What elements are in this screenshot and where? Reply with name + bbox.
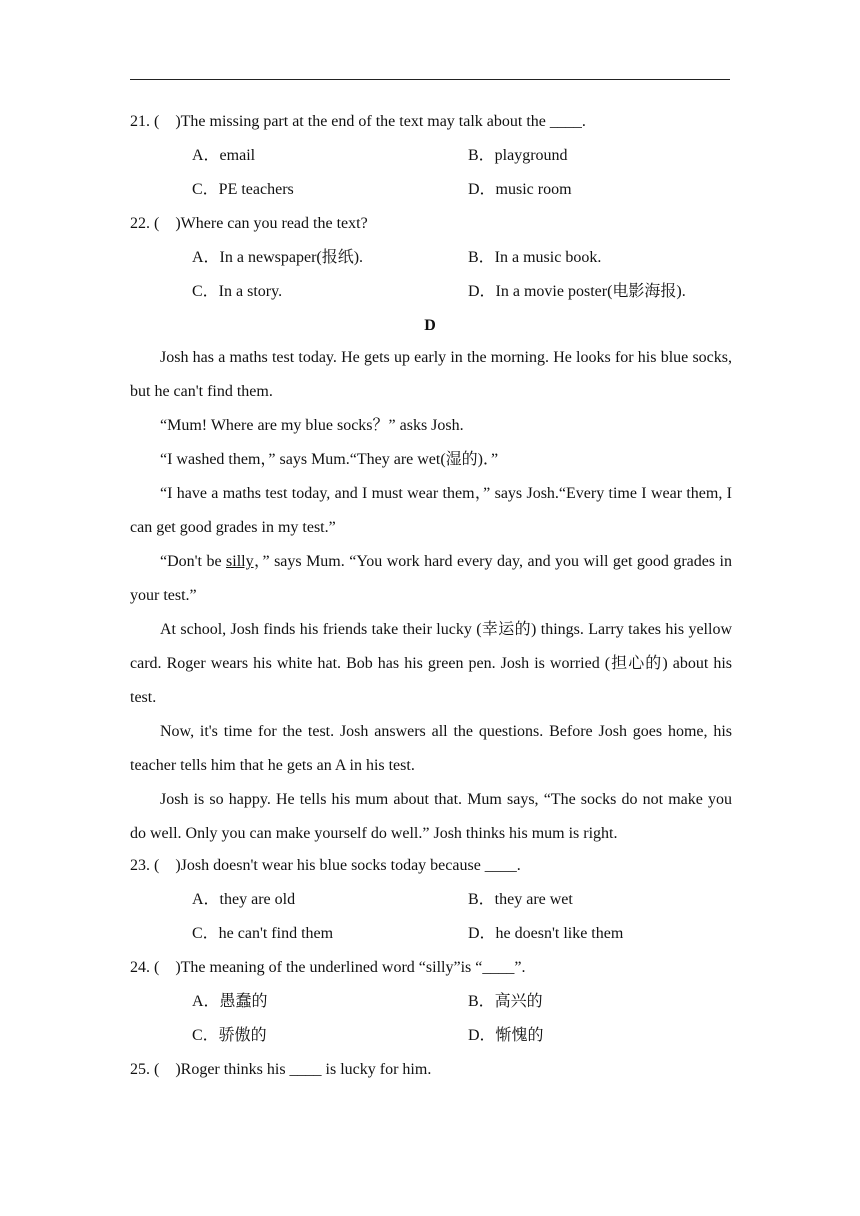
option-24-b: B．高兴的 <box>468 993 543 1010</box>
question-25: 25. ( )Roger thinks his ____ is lucky for him. <box>130 1061 432 1078</box>
option-23-c: C．he can't find them <box>192 925 334 942</box>
option-21-b: B．playground <box>468 147 568 164</box>
question-21: 21. ( )The missing part at the end of the text may talk about the ____. <box>130 113 586 130</box>
passage-title: D <box>424 317 436 334</box>
question-22: 22. ( )Where can you read the text? <box>130 215 368 232</box>
option-24-c: C．骄傲的 <box>192 1027 267 1044</box>
option-21-d: D．music room <box>468 181 572 198</box>
passage-paragraph-7: Now, it's time for the test. Josh answers all the questions. Before Josh goes home, his teacher tells him that he gets an A in his test. <box>130 723 732 774</box>
option-22-c: C．In a story. <box>192 283 283 300</box>
header-rule <box>130 79 730 80</box>
paragraph-5-text-start: “Don't be <box>160 553 227 570</box>
passage-paragraph-6: At school, Josh finds his friends take their lucky (幸运的) things. Larry takes his yellow card. Roger wears his white hat. Bob has his green pen. Josh is worried (担心的) about his test. <box>130 621 732 706</box>
option-23-a: A．they are old <box>192 891 296 908</box>
option-21-a: A．email <box>192 147 256 164</box>
paragraph-5-text-end: ，” says Mum. “You work hard every day, and you will get good grades in your test.” <box>130 553 732 604</box>
option-22-d: D．In a movie poster(电影海报). <box>468 283 686 300</box>
option-22-b: B．In a music book. <box>468 249 602 266</box>
passage-paragraph-8: Josh is so happy. He tells his mum about that. Mum says, “The socks do not make you do well. Only you can make yourself do well.” Josh thinks his mum is right. <box>130 791 732 842</box>
passage-paragraph-1: Josh has a maths test today. He gets up early in the morning. He looks for his blue socks, but he can't find them. <box>130 349 732 400</box>
option-23-b: B．they are wet <box>468 891 573 908</box>
passage-paragraph-3: “I washed them，” says Mum.“They are wet(湿的)．” <box>160 451 499 468</box>
passage-paragraph-5 <box>130 545 732 613</box>
passage-paragraph-2: “Mum! Where are my blue socks？” asks Josh. <box>160 417 464 434</box>
underlined-word-silly: silly <box>226 553 254 570</box>
option-22-a: A．In a newspaper(报纸). <box>192 249 364 266</box>
option-21-c: C．PE teachers <box>192 181 294 198</box>
question-23: 23. ( )Josh doesn't wear his blue socks today because ____. <box>130 857 521 874</box>
option-24-a: A．愚蠢的 <box>192 993 268 1010</box>
option-23-d: D．he doesn't like them <box>468 925 624 942</box>
passage-paragraph-4: “I have a maths test today, and I must wear them，” says Josh.“Every time I wear them, I can get good grades in my test.” <box>130 485 732 536</box>
option-24-d: D．惭愧的 <box>468 1027 544 1044</box>
question-24: 24. ( )The meaning of the underlined word “silly”is “____”. <box>130 959 526 976</box>
